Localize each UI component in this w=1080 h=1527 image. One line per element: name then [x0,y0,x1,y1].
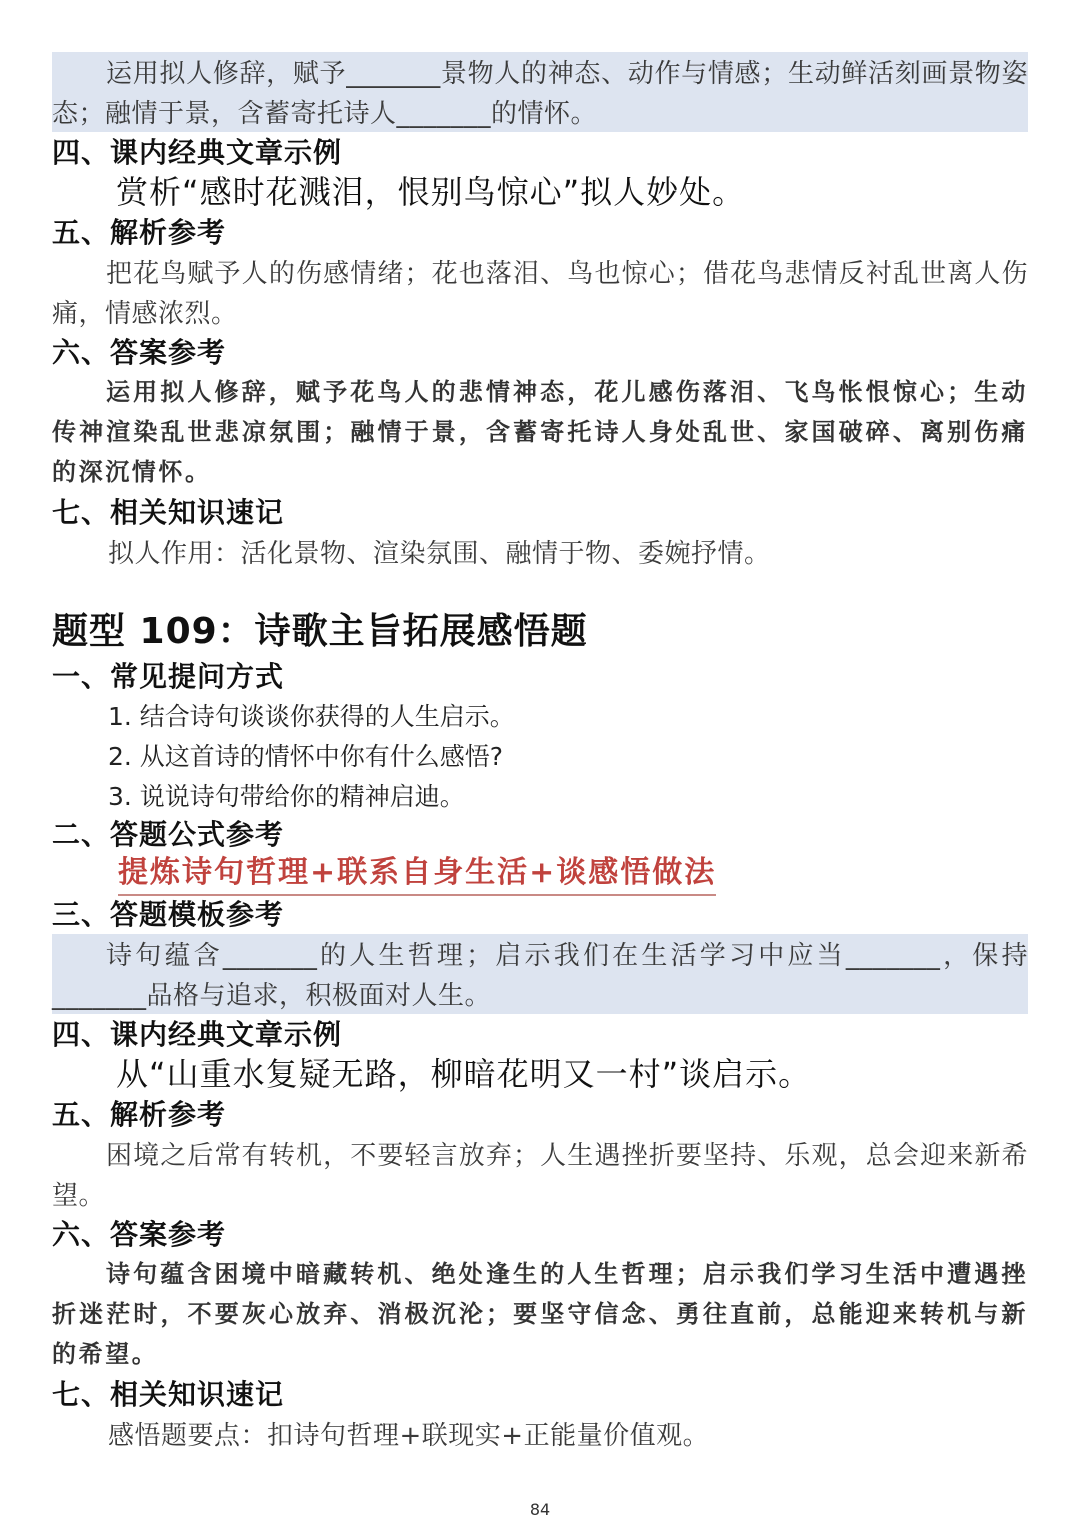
analysis-block-108 [52,254,1028,334]
heading-analysis-108: 五、解析参考 [52,216,227,249]
heading-knowledge-109: 七、相关知识速记 [52,1378,285,1411]
example-question-108: 赏析“感时花溅泪，恨别鸟惊心”拟人妙处。 [116,173,746,211]
knowledge-text-108: 拟人作用：活化景物、渲染氛围、融情于物、委婉抒情。 [108,539,771,569]
template-text-109: 诗句蕴含_______的人生哲理；启示我们在生活学习中应当_______，保持_______品格与追求，积极面对人生。 [52,941,1028,1011]
question-item-2: 2. 从这首诗的情怀中你有什么感悟? [108,742,504,771]
heading-answer-108: 六、答案参考 [52,336,227,369]
example-question-109: 从“山重水复疑无路，柳暗花明又一村”谈启示。 [116,1055,812,1093]
question-item-3: 3. 说说诗句带给你的精神启迪。 [108,782,465,811]
analysis-block-109 [52,1136,1028,1216]
template-box-108 [52,52,1028,132]
answer-block-109 [52,1254,1028,1374]
analysis-text-108: 把花鸟赋予人的伤感情绪；花也落泪、鸟也惊心；借花鸟悲情反衬乱世离人伤痛，情感浓烈。 [52,259,1028,329]
heading-answer-109: 六、答案参考 [52,1218,227,1251]
question-item-1: 1. 结合诗句谈谈你获得的人生启示。 [108,702,515,731]
heading-classic-example-108: 四、课内经典文章示例 [52,136,343,169]
analysis-text-109: 困境之后常有转机，不要轻言放弃；人生遇挫折要坚持、乐观，总会迎来新希望。 [52,1141,1028,1211]
heading-analysis-109: 五、解析参考 [52,1098,227,1131]
heading-formula-109: 二、答题公式参考 [52,818,285,851]
answer-block-108 [52,372,1028,492]
heading-questions-109: 一、常见提问方式 [52,660,285,693]
answer-text-109: 诗句蕴含困境中暗藏转机、绝处逢生的人生哲理；启示我们学习生活中遭遇挫折迷茫时，不要灰心放弃、消极沉沦；要坚守信念、勇往直前，总能迎来转机与新的希望。 [52,1259,1028,1368]
page-number: 84 [529,1500,551,1519]
section-title-109: 题型 109：诗歌主旨拓展感悟题 [52,611,588,652]
answer-text-108: 运用拟人修辞，赋予花鸟人的悲情神态，花儿感伤落泪、飞鸟怅恨惊心；生动传神渲染乱世悲凉氛围；融情于景，含蓄寄托诗人身处乱世、家国破碎、离别伤痛的深沉情怀。 [52,377,1028,486]
answer-formula: 提炼诗句哲理+联系自身生活+谈感悟做法 [118,852,716,896]
heading-knowledge-108: 七、相关知识速记 [52,496,285,529]
template-text-108: 运用拟人修辞，赋予_______景物人的神态、动作与情感；生动鲜活刻画景物姿态；融情于景，含蓄寄托诗人_______的情怀。 [52,59,1028,129]
knowledge-text-109: 感悟题要点：扣诗句哲理+联现实+正能量价值观。 [108,1421,710,1451]
heading-template-109: 三、答题模板参考 [52,898,285,931]
template-box-109 [52,934,1028,1014]
heading-classic-example-109: 四、课内经典文章示例 [52,1018,343,1051]
